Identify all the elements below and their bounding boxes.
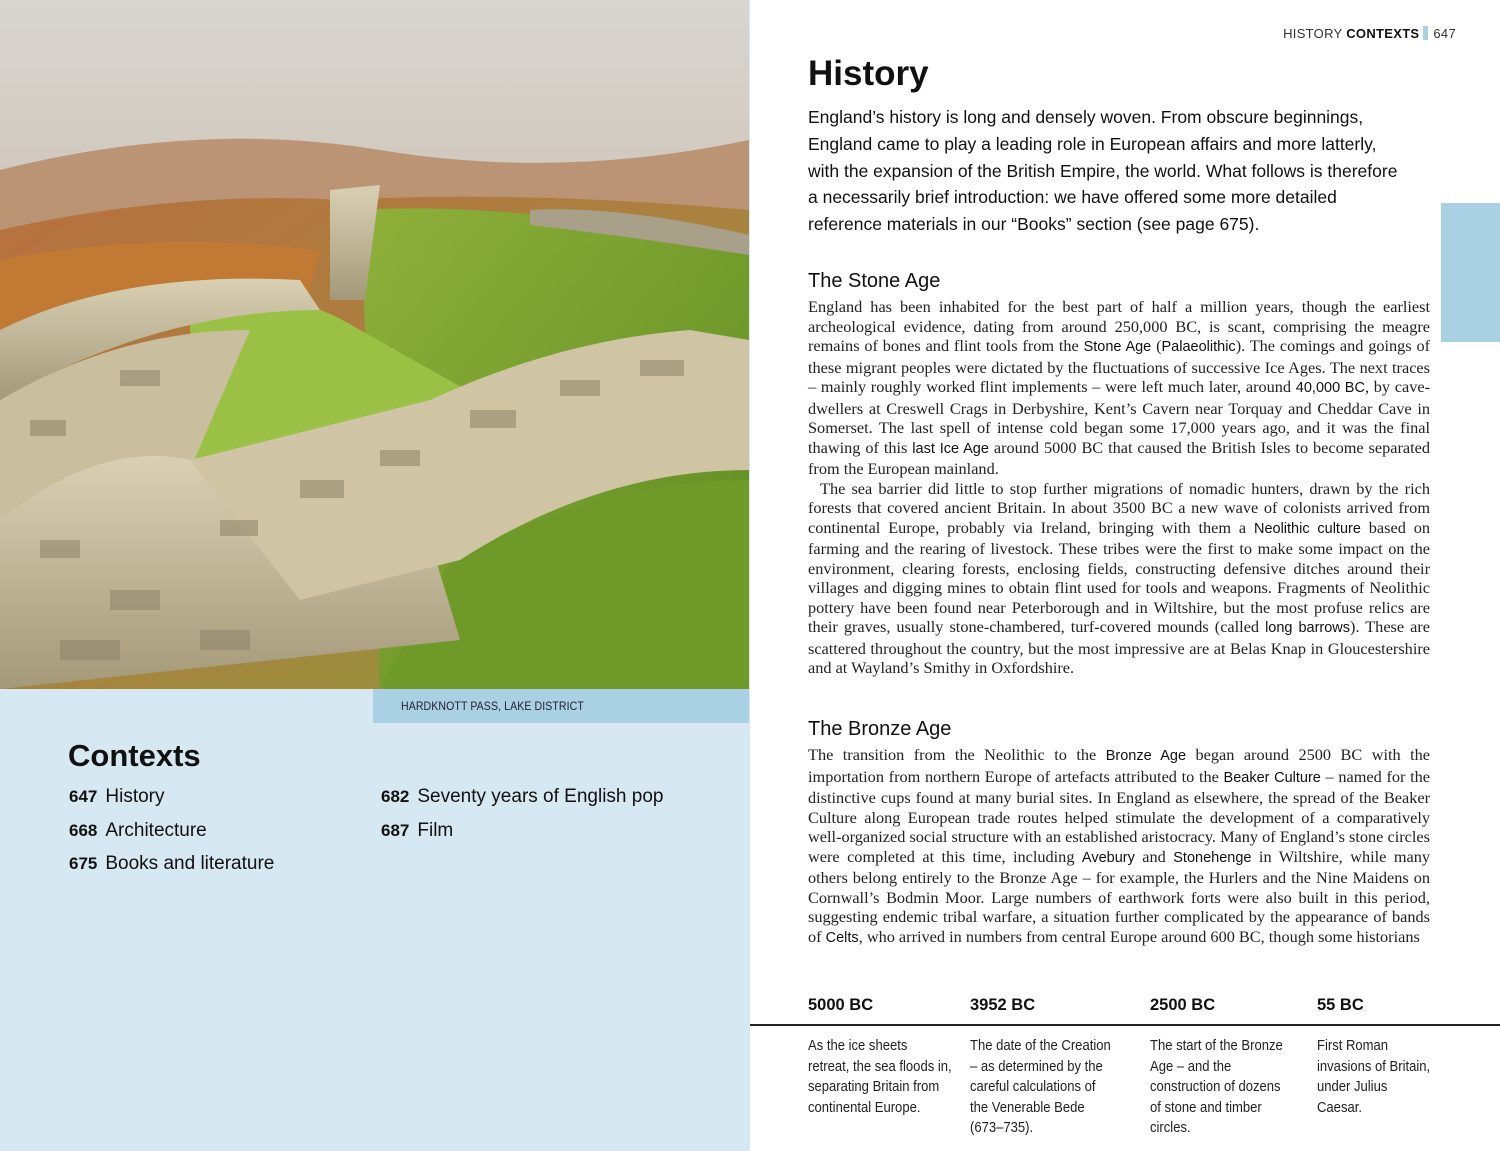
timeline-text: The start of the Bronze Age – and the construction of dozens of stone and timber circles.	[1150, 1038, 1283, 1136]
keyword: 40,000 BC	[1295, 380, 1365, 396]
toc-entry-title: History	[105, 786, 165, 807]
stone-age-heading: The Stone Age	[808, 270, 941, 292]
keyword: Stone Age	[1083, 339, 1152, 355]
toc-entry-title: Film	[417, 819, 454, 841]
keyword: last Ice Age	[912, 440, 989, 457]
bronze-age-body	[808, 745, 1430, 948]
stone-age-body	[808, 297, 1430, 678]
keyword: Avebury	[1081, 849, 1135, 866]
timeline-year: 3952 BC	[970, 996, 1036, 1014]
right-page	[750, 0, 1500, 1151]
photo-caption: HARDKNOTT PASS, LAKE DISTRICT	[401, 699, 584, 713]
running-head-divider	[1423, 26, 1428, 40]
bronze-age-paragraph-1	[808, 745, 1430, 948]
timeline-text: As the ice sheets retreat, the sea floods in, separating Britain from continental Europe.	[808, 1038, 952, 1116]
hardknott-pass-photo	[0, 0, 749, 689]
keyword: Beaker Culture	[1223, 769, 1321, 786]
toc-page-number: 682	[381, 787, 410, 806]
chapter-thumb-tab	[1441, 203, 1500, 342]
timeline-text: First Roman invasions of Britain, under Julius Caesar.	[1317, 1038, 1431, 1116]
toc-page-number: 647	[69, 787, 98, 806]
text-run: England has been inhabited for the best part of half a million years, though the earliest archeological evidence, dating from around 250,000 BC, is scant, comprising the meagre remains of bones and flint tools from the	[808, 297, 1430, 355]
intro-paragraph: England’s history is long and densely woven. From obscure beginnings, England came to play a leading role in European affairs and more latterly, with the expansion of the British Empire, the world. What follows is therefore a necessarily brief introduction: we have offered some more detailed reference materials in our “Books” section (see page 675).	[808, 107, 1398, 235]
toc-entry[interactable]	[69, 786, 274, 820]
text-run: , who arrived in numbers from central Europe around 600 BC, though some historians	[858, 926, 1420, 946]
stone-age-paragraph-1	[808, 297, 1430, 479]
text-run: The sea barrier did little to stop further migrations of nomadic hunters, drawn by the rich forests that covered ancient Britain. In about 3500 BC a new wave of colonists arrived from continental Europe, probably via Ireland, bringing with them a	[808, 478, 1430, 537]
bronze-age-heading: The Bronze Age	[808, 718, 952, 740]
timeline-entry	[970, 996, 1111, 1136]
timeline-year: 55 BC	[1317, 996, 1364, 1014]
toc-entry[interactable]	[69, 853, 274, 887]
toc-page-number: 668	[69, 820, 98, 840]
keyword: Celts	[825, 929, 859, 946]
running-head-chapter: CONTEXTS	[1346, 26, 1420, 41]
toc-page-number: 675	[69, 854, 98, 873]
text-run: ). The comings and goings of these migrant peoples were dictated by the fluctuations of successive Ice Ages. The next traces – mainly roughly worked flint implements – were left much later, around	[808, 336, 1431, 396]
timeline-entry	[1150, 996, 1283, 1136]
photo-caption-bar	[373, 689, 749, 723]
keyword: Stonehenge	[1173, 849, 1252, 866]
contents-title: Contexts	[68, 738, 201, 773]
text-run: and	[1134, 846, 1174, 866]
toc-entry[interactable]	[381, 820, 663, 854]
text-run: in Wiltshire, while many others belong entirely to the Bronze Age – for example, the Hurlers and the Nine Maidens on Cornwall’s Bodmin Moor. Large numbers of earthwork forts were also built in this period, suggesting endemic tribal warfare, a situation further complicated by the appearance of bands of	[808, 846, 1430, 946]
running-head	[1283, 26, 1456, 41]
stone-age-paragraph-2	[808, 479, 1430, 678]
text-run: ). These are scattered throughout the country, but the most impressive are at Belas Knap in Gloucestershire and at Wayland’s Smithy in Oxfordshire.	[808, 617, 1430, 677]
toc-entry[interactable]	[69, 820, 274, 854]
timeline-text: The date of the Creation – as determined by the careful calculations of the Venerable Bede (673–735).	[970, 1038, 1111, 1136]
text-run: around 5000 BC that caused the British Isles to become separated from the European mainland.	[808, 437, 1431, 478]
timeline-entry	[808, 996, 952, 1116]
timeline-year: 2500 BC	[1150, 996, 1216, 1014]
toc-entry-title: Seventy years of English pop	[417, 786, 664, 807]
keyword: long barrows	[1265, 620, 1351, 636]
toc-column-1	[69, 786, 274, 887]
running-head-section: HISTORY	[1283, 26, 1343, 41]
text-run: based on farming and the rearing of livestock. These tribes were the first to make some impact on the environment, clearing forests, enclosing fields, constructing defensive ditches around their villages and digging mines to obtain flint used for tools and weapons. Fragments of Neolithic pottery have been found near Peterborough and in Wiltshire, but the most profuse relics are their graves, usually stone-chambered, turf-covered mounds (called	[808, 517, 1430, 636]
toc-column-2	[381, 786, 663, 853]
toc-entry-title: Books and literature	[105, 853, 275, 874]
toc-entry-title: Architecture	[105, 819, 207, 841]
timeline-rule	[750, 1024, 1500, 1026]
timeline-year: 5000 BC	[808, 996, 874, 1014]
keyword: Neolithic culture	[1253, 520, 1361, 537]
text-run: The transition from the Neolithic to the	[808, 745, 1106, 764]
toc-page-number: 687	[381, 820, 410, 840]
text-run: (	[1151, 336, 1162, 355]
text-run: , by cave-dwellers at Creswell Crags in Derbyshire, Kent’s Cavern near Torquay and Cheddar Cave in Somerset. The last spell of intense cold began some 17,000 years ago, and it was the final thawing of this	[808, 377, 1430, 457]
text-run: began around 2500 BC with the importation from northern Europe of artefacts attributed to the	[808, 745, 1430, 786]
text-run: – named for the distinctive cups found at many burial sites. In England as elsewhere, the spread of the Beaker Culture along European trade routes helped stimulate the development of a comparatively well-organized social structure with an established aristocracy. Many of England’s stone circles were completed at this time, including	[808, 766, 1431, 866]
keyword: Palaeolithic	[1161, 339, 1236, 355]
timeline-entry	[1317, 996, 1431, 1116]
page-title: History	[808, 54, 929, 93]
keyword: Bronze Age	[1105, 748, 1187, 764]
page-number: 647	[1433, 26, 1456, 41]
toc-entry[interactable]	[381, 786, 663, 820]
